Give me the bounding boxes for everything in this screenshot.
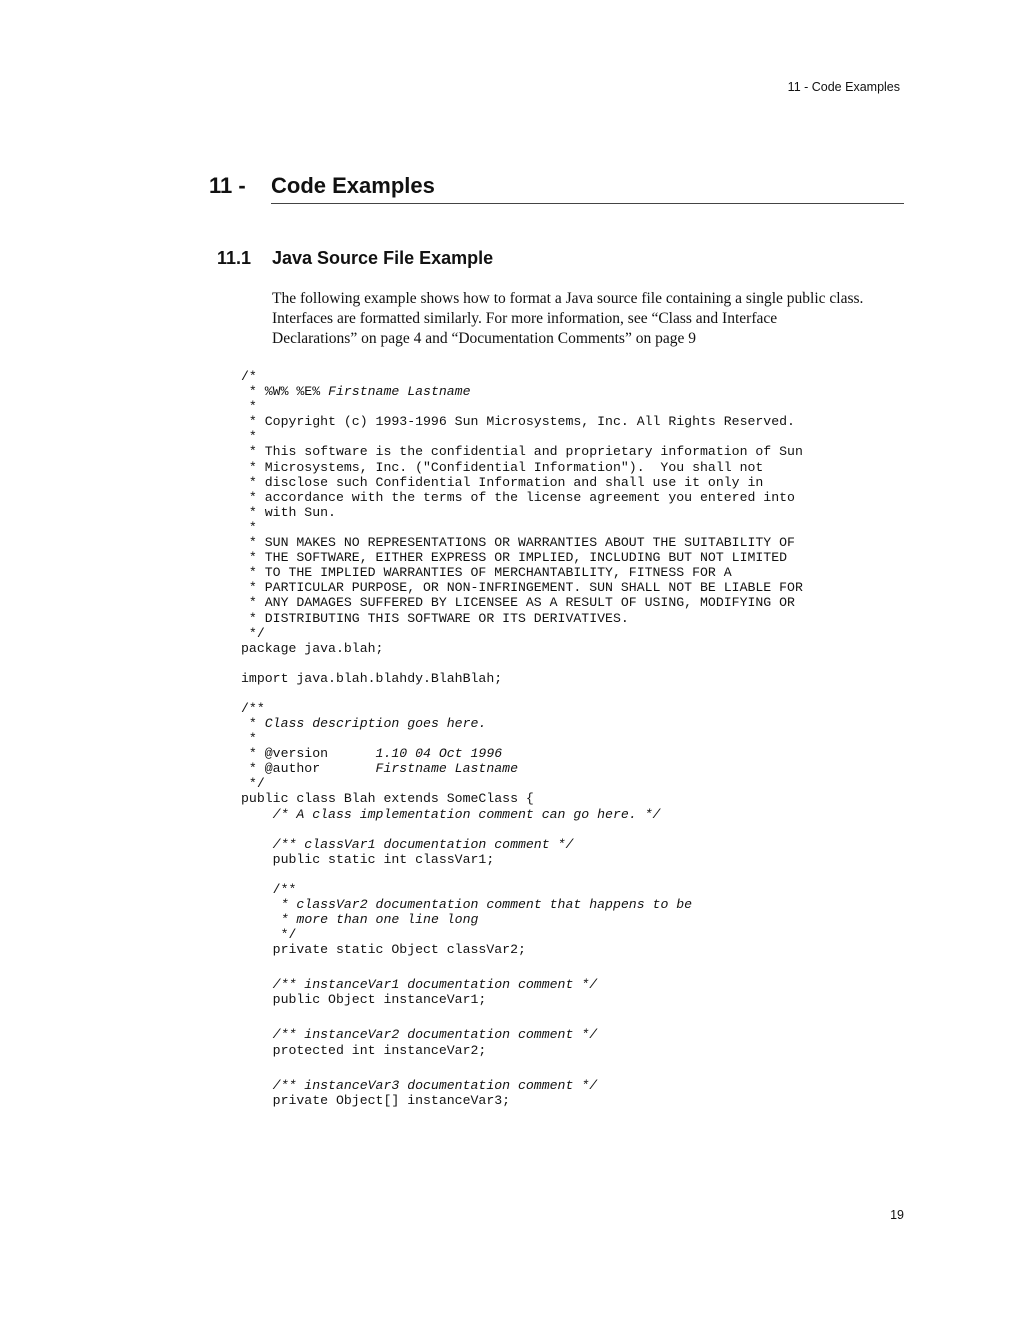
- code-italic: /** instanceVar3 documentation comment */: [272, 1077, 598, 1093]
- code-line: * @version 1.10 04 Oct 1996: [241, 746, 503, 762]
- code-italic: /** classVar1 documentation comment */: [272, 836, 574, 852]
- code-italic: Firstname Lastname: [375, 761, 518, 777]
- code-line: [241, 912, 803, 927]
- code-line: * accordance with the terms of the license agreement you entered into: [241, 489, 795, 505]
- code-line: [241, 807, 803, 822]
- intro-paragraph: [272, 289, 912, 349]
- code-line: public Object instanceVar1;: [241, 992, 487, 1008]
- intro-line: The following example shows how to format a Java source file containing a single public class.: [272, 290, 864, 307]
- code-line: package java.blah;: [241, 640, 384, 656]
- chapter-title-rule: [271, 203, 904, 204]
- code-line: * THE SOFTWARE, EITHER EXPRESS OR IMPLIED, INCLUDING BUT NOT LIMITED: [241, 550, 788, 566]
- code-italic: Firstname Lastname: [328, 384, 471, 400]
- code-line: * @author Firstname Lastname: [241, 761, 518, 777]
- code-line: import java.blah.blahdy.BlahBlah;: [241, 670, 503, 686]
- intro-line: Declarations” on page 4 and “Documentation Comments” on page 9: [272, 330, 696, 347]
- code-line: *: [241, 399, 257, 415]
- code-line: * This software is the confidential and proprietary information of Sun: [241, 444, 803, 460]
- code-line: [241, 1027, 803, 1042]
- code-italic: * classVar2 documentation comment that happens to be: [280, 896, 693, 912]
- code-italic: /** instanceVar2 documentation comment */: [272, 1027, 598, 1043]
- code-line: * ANY DAMAGES SUFFERED BY LICENSEE AS A RESULT OF USING, MODIFYING OR: [241, 595, 795, 611]
- code-line: * Class description goes here.: [241, 715, 487, 731]
- code-line: *: [241, 731, 257, 747]
- code-line: [241, 897, 803, 912]
- code-italic: /* A class implementation comment can go here. */: [272, 806, 661, 822]
- section-title: Java Source File Example: [272, 248, 494, 268]
- code-line: [241, 977, 803, 992]
- code-line: /*: [241, 369, 257, 384]
- code-line: * PARTICULAR PURPOSE, OR NON-INFRINGEMENT. SUN SHALL NOT BE LIABLE FOR: [241, 580, 803, 596]
- code-line: * SUN MAKES NO REPRESENTATIONS OR WARRANTIES ABOUT THE SUITABILITY OF: [241, 535, 795, 551]
- code-line: public class Blah extends SomeClass {: [241, 791, 534, 807]
- code-italic: Class description goes here.: [264, 715, 487, 731]
- code-line: * Microsystems, Inc. ("Confidential Information"). You shall not: [241, 459, 764, 475]
- code-line: [241, 1078, 803, 1093]
- code-line: */: [241, 625, 265, 641]
- intro-line: Interfaces are formatted similarly. For more information, see “Class and Interface: [272, 310, 778, 327]
- code-line: * TO THE IMPLIED WARRANTIES OF MERCHANTABILITY, FITNESS FOR A: [241, 565, 732, 581]
- section-number: 11.1: [217, 248, 252, 268]
- chapter-number: 11 -: [209, 173, 246, 198]
- code-line: private Object[] instanceVar3;: [241, 1092, 511, 1108]
- code-line: protected int instanceVar2;: [241, 1042, 487, 1058]
- code-line: public static int classVar1;: [241, 851, 495, 867]
- code-line: *: [241, 429, 257, 445]
- code-line: /**: [241, 881, 297, 897]
- page-number: 19: [890, 1208, 904, 1222]
- code-line: */: [241, 776, 265, 792]
- code-line: /**: [241, 700, 265, 716]
- code-italic: /** instanceVar1 documentation comment */: [272, 977, 598, 993]
- code-line: * Copyright (c) 1993-1996 Sun Microsystems, Inc. All Rights Reserved.: [241, 414, 795, 430]
- code-line: * DISTRIBUTING THIS SOFTWARE OR ITS DERIVATIVES.: [241, 610, 629, 626]
- code-italic: * more than one line long: [280, 912, 479, 927]
- running-head: 11 - Code Examples: [787, 80, 900, 94]
- code-line: */: [241, 927, 297, 943]
- chapter-title: Code Examples: [271, 173, 435, 198]
- code-italic: 1.10 04 Oct 1996: [375, 746, 503, 762]
- code-line: * with Sun.: [241, 504, 336, 520]
- java-code-listing: [241, 369, 803, 1108]
- code-line: * %W% %E% Firstname Lastname: [241, 384, 471, 400]
- code-line: private static Object classVar2;: [241, 942, 526, 958]
- code-line: *: [241, 519, 257, 535]
- code-line: * disclose such Confidential Information and shall use it only in: [241, 474, 764, 490]
- code-line: [241, 837, 803, 852]
